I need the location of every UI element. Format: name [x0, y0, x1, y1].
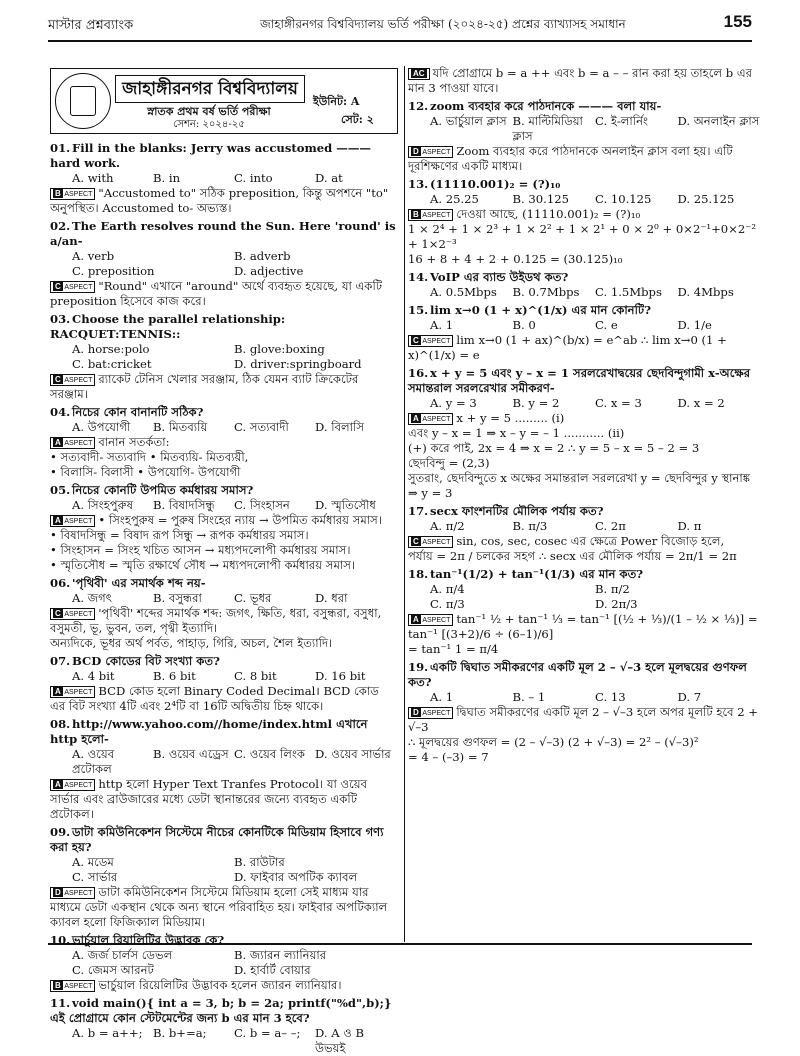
option-item: B. 0.7Mbps — [512, 285, 580, 299]
option-item: B. মিতব্যয়ি — [153, 420, 208, 434]
explanation-line: A ASPECT BCD কোড হলো Binary Coded Decimal। BCD কোড এর বিট সংখ্যা 4টি এবং 2⁴টি বা 16টি অদ্বিতীয় চিহ্ন থাকে। — [50, 684, 379, 713]
page-number: 155 — [723, 12, 752, 31]
option-item: C. জেমস আরনট — [72, 963, 154, 977]
explanation-line: • স্মৃতিসৌধ = স্মৃতি রক্ষার্থে সৌধ → মধ্যপদলোপী কর্মধারয় সমাস। — [50, 558, 356, 572]
option-item: A. π/4 — [430, 582, 465, 596]
option-item: D. at — [315, 171, 343, 185]
option-item: D. বিলাসি — [315, 420, 364, 434]
column-divider — [404, 66, 405, 942]
explanation-line: অন্যদিকে, ভূধর অর্থ পর্বত, পাহাড়, গিরি, অচল, শৈল ইত্যাদি। — [50, 636, 333, 650]
options — [50, 249, 396, 279]
explanation-line: B ASPECT ভার্চুয়াল রিয়েলিটির উদ্ভাবক হলেন জ্যারন ল্যানিয়ার। — [50, 978, 396, 993]
options — [408, 396, 760, 411]
university-logo — [55, 73, 111, 129]
option-item: C. সিংহাসন — [234, 498, 290, 512]
option-item: C. ভূধর — [234, 591, 272, 605]
question-number: 06. — [50, 576, 71, 590]
aspect-explanation-badge: A ASPECT — [50, 437, 95, 449]
option-item: A. 0.5Mbps — [430, 285, 497, 299]
options — [50, 342, 396, 372]
question-10: 10. ভার্চুয়াল রিয়ালিটির উদ্ভাবক কে? — [50, 933, 225, 947]
option-item: C. সত্যবাদী — [234, 420, 289, 434]
explanation-line: সুতরাং, ছেদবিন্দুতে x অক্ষের সমান্তরাল সরলরেখা y = ছেদবিন্দুর y স্থানাঙ্ক — [408, 471, 751, 485]
options — [50, 1026, 396, 1056]
options — [408, 582, 760, 612]
option-item: A. π/2 — [430, 519, 465, 533]
option-item: A. with — [72, 171, 114, 185]
options — [50, 171, 396, 186]
explanation-line: = tan⁻¹ 1 = π/4 — [408, 642, 499, 656]
explanation-line: 16 + 8 + 4 + 2 + 0.125 = (30.125)₁₀ — [408, 252, 623, 266]
option-item: B. ওয়েব এড্রেস — [153, 747, 229, 761]
university-box — [50, 68, 398, 134]
explanation-line: A ASPECT x + y = 5 ......... (i) — [408, 411, 760, 426]
header-rule — [48, 40, 752, 42]
question-8: 08. http://www.yahoo.com//home/index.html এখানে http হলো- — [50, 717, 368, 746]
option-item: B. π/3 — [512, 519, 548, 533]
option-item: D. ধরা — [315, 591, 348, 605]
option-item: B. – 1 — [512, 690, 546, 704]
explanation-line: ছেদবিন্দু = (2,3) — [408, 456, 490, 470]
option-item: C. 1.5Mbps — [595, 285, 662, 299]
book-title: মাস্টার প্রশ্নব্যাংক — [48, 18, 134, 33]
option-item: B. বসুন্ধরা — [153, 591, 202, 605]
option-item: C. সার্ভার — [72, 870, 118, 884]
aspect-badge: AC — [408, 68, 430, 80]
question-14: 14. VoIP এর ব্যান্ড উইডথ কত? — [408, 270, 569, 284]
options — [50, 855, 396, 885]
question-5: 05. নিচের কোনটি উপমিত কর্মধারয় সমাস? — [50, 483, 254, 497]
aspect-explanation-badge: C ASPECT — [50, 281, 95, 293]
question-number: 02. — [50, 219, 71, 233]
option-item: A. ওয়েব প্রটোকল — [72, 747, 115, 776]
option-item: A. b = a++; — [72, 1026, 143, 1040]
explanation-line: • সিংহাসন = সিংহ খচিত আসন → মধ্যপদলোপী কর্মধারয় সমাস। — [50, 543, 351, 557]
explanation-line: D ASPECT দ্বিঘাত সমীকরণের একটি মূল 2 – √–3 হলে অপর মূলটি হবে 2 + √–3 — [408, 705, 759, 734]
options — [408, 519, 760, 534]
option-item: A. সিংহপুরুষ — [72, 498, 133, 512]
option-item: B. 0 — [512, 318, 536, 332]
option-item: B. মাল্টিমিডিয়া ক্লাস — [512, 114, 583, 143]
option-item: A. উপযোগী — [72, 420, 131, 434]
explanation-line: B ASPECT "Accustomed to" সঠিক preposition, কিন্তু অপশনে "to" অনুপস্থিত। Accustomed to- অভ্যস্ত। — [50, 186, 389, 215]
option-item: D. A ও B উভয়ই — [315, 1026, 365, 1055]
option-item: C. bat:cricket — [72, 357, 152, 371]
option-item: A. y = 3 — [430, 396, 477, 410]
option-item: D. ওয়েব সার্ভার — [315, 747, 391, 761]
aspect-explanation-badge: C ASPECT — [50, 608, 95, 620]
option-item: A. 1 — [430, 690, 454, 704]
option-item: D. ফাইবার অপটিক ক্যাবল — [234, 870, 358, 884]
options — [408, 192, 760, 207]
explanation-line: A ASPECT • সিংহপুরুষ = পুরুষ সিংহের ন্যায় → উপমিত কর্মধারয় সমাস। — [50, 513, 396, 528]
session: সেশন: ২০২৪-২৫ — [173, 119, 245, 130]
explanation-line: A ASPECT http হলো Hyper Text Tranfes Protocol। যা ওয়েব সার্ভার এবং ব্রাউজারের মধ্যে ডেটা স্থানান্তরের জন্যে ব্যবহৃত একটি প্রটোকল। — [50, 777, 368, 821]
option-item: D. হার্বার্ট বোয়ার — [234, 963, 311, 977]
aspect-explanation-badge: C ASPECT — [50, 374, 95, 386]
option-item: B. y = 2 — [512, 396, 560, 410]
question-number: 10. — [50, 933, 71, 947]
option-item: A. 1 — [430, 318, 454, 332]
options — [50, 669, 396, 684]
option-item: C. preposition — [72, 264, 155, 278]
question-number: 16. — [408, 366, 429, 380]
option-item: D. 2π/3 — [595, 597, 638, 611]
right-column — [408, 66, 760, 765]
aspect-explanation-badge: B ASPECT — [50, 188, 95, 200]
question-4: 04. নিচের কোন বানানটি সঠিক? — [50, 405, 204, 419]
option-item: A. জর্জ চার্লস ডেভল — [72, 948, 173, 962]
options — [408, 285, 760, 300]
option-item: A. horse:polo — [72, 342, 150, 356]
explanation-line: = 4 – (–3) = 7 — [408, 750, 489, 764]
aspect-explanation-badge: B ASPECT — [408, 209, 453, 221]
question-7: 07. BCD কোডের বিট সংখ্যা কত? — [50, 654, 220, 668]
option-item: C. 2π — [595, 519, 626, 533]
aspect-explanation-badge: C ASPECT — [408, 335, 453, 347]
option-item: B. জ্যারন ল্যানিয়ার — [234, 948, 327, 962]
question-2: 02. The Earth resolves round the Sun. Here 'round' is a/an- — [50, 219, 396, 248]
explanation-line: • সত্যবাদী- সত্যবাদি • মিতব্যয়ি- মিতব্যয়ী, — [50, 450, 249, 464]
explanation-line: • বিষাদসিন্ধু = বিষাদ রূপ সিন্ধু → রূপক কর্মধারয় সমাস। — [50, 528, 309, 542]
option-item: B. রাউটার — [234, 855, 285, 869]
question-number: 01. — [50, 141, 71, 155]
aspect-explanation-badge: D ASPECT — [50, 887, 95, 899]
aspect-explanation-badge: A ASPECT — [50, 779, 95, 791]
explanation-line: C ASPECT lim x→0 (1 + ax)^(b/x) = e^ab ∴ lim x→0 (1 + x)^(1/x) = e — [408, 333, 727, 362]
option-item: C. π/3 — [430, 597, 465, 611]
option-item: D. π — [677, 519, 702, 533]
explanation-line: B ASPECT দেওয়া আছে, (11110.001)₂ = (?)₁₀ — [408, 207, 760, 222]
option-item: C. b = a– –; — [234, 1026, 301, 1040]
option-item: D. 16 bit — [315, 669, 366, 683]
options — [50, 498, 396, 513]
option-item: D. adjective — [234, 264, 304, 278]
q11-explanation-cont: AC যদি প্রোগ্রামে b = a ++ এবং b = a – – রান করা হয় তাহলে b এর মান 3 পাওয়া যাবে। — [408, 66, 753, 95]
option-item: A. 4 bit — [72, 669, 115, 683]
question-9: 09. ডাটা কমিউনিকেশন সিস্টেমে নীচের কোনটিকে মিডিয়াম হিসাবে গণ্য করা হয়? — [50, 825, 384, 854]
explanation-line: C ASPECT sin, cos, sec, cosec এর ক্ষেত্রে Power বিজোড় হলে, — [408, 534, 760, 549]
left-column — [50, 138, 396, 1056]
option-item: B. π/2 — [595, 582, 630, 596]
question-number: 11. — [50, 996, 71, 1010]
exam-title: স্নাতক প্রথম বর্ষ ভর্তি পরীক্ষা — [147, 105, 271, 118]
aspect-explanation-badge: C ASPECT — [408, 536, 453, 548]
option-item: D. driver:springboard — [234, 357, 362, 371]
question-number: 13. — [408, 177, 429, 191]
question-number: 08. — [50, 717, 71, 731]
question-number: 15. — [408, 303, 429, 317]
question-3: 03. Choose the parallel relationship: RACQUET:TENNIS:: — [50, 312, 286, 341]
option-item: B. বিষাদসিন্ধু — [153, 498, 215, 512]
explanation-line: • বিলাসি- বিলাসী • উপযোগি- উপযোগী — [50, 465, 241, 479]
option-item: A. ভার্চুয়াল ক্লাস — [430, 114, 507, 128]
set-label: সেট: ২ — [341, 113, 374, 126]
option-item: A. মডেম — [72, 855, 114, 869]
question-number: 12. — [408, 99, 429, 113]
question-number: 18. — [408, 567, 429, 581]
option-item: C. e — [595, 318, 618, 332]
explanation-line: এবং y – x = 1 ⇒ x – y = – 1 ........... (ii) — [408, 426, 625, 440]
option-item: C. x = 3 — [595, 396, 642, 410]
aspect-explanation-badge: A ASPECT — [50, 515, 95, 527]
option-item: D. 25.125 — [677, 192, 735, 206]
option-item: D. 1/e — [677, 318, 712, 332]
question-number: 04. — [50, 405, 71, 419]
option-item: B. in — [153, 171, 181, 185]
question-12: 12. zoom ব্যবহার করে পাঠদানকে ——— বলা যায়- — [408, 99, 662, 113]
question-11: 11. void main(){ int a = 3, b; b = 2a; printf("%d",b);} এই প্রোগ্রামে কোন স্টেটমেন্টের জন্য b এর মান 3 হবে? — [50, 996, 392, 1025]
question-number: 17. — [408, 504, 429, 518]
options — [50, 420, 396, 435]
option-item: A. জগৎ — [72, 591, 112, 605]
options — [408, 114, 760, 144]
question-number: 05. — [50, 483, 71, 497]
question-1: 01. Fill in the blanks: Jerry was accustomed ——— hard work. — [50, 141, 372, 170]
explanation-line: C ASPECT 'পৃথিবী' শব্দের সমার্থক শব্দ: জগৎ, ক্ষিতি, ধরা, বসুন্ধরা, বসুধা, বসুমতী, ভূ, ভুবন, তল, পৃথ্বী ইত্যাদি। — [50, 606, 382, 635]
explanation-line: ∴ মূলদ্বয়ের গুণফল = (2 – √–3) (2 + √–3) = 2² – (√–3)² — [408, 735, 699, 749]
explanation-line: A ASPECT tan⁻¹ ½ + tan⁻¹ ⅓ = tan⁻¹ [(½ + ⅓)/(1 – ½ × ⅓)] = tan⁻¹ [(3+2)/6 ÷ (6–1)/6] — [408, 612, 758, 641]
question-16: 16. x + y = 5 এবং y – x = 1 সরলরেখাদ্বয়ের ছেদবিন্দুগামী x-অক্ষের সমান্তরাল সরলরেখার সমীকরণ- — [408, 366, 751, 395]
question-number: 07. — [50, 654, 71, 668]
question-number: 19. — [408, 660, 429, 674]
question-19: 19. একটি দ্বিঘাত সমীকরণের একটি মূল 2 – √–3 হলে মূলদ্বয়ের গুণফল কত? — [408, 660, 747, 689]
option-item: C. ওয়েব লিংক — [234, 747, 306, 761]
aspect-explanation-badge: B ASPECT — [50, 980, 95, 992]
question-number: 14. — [408, 270, 429, 284]
question-15: 15. lim x→0 (1 + x)^(1/x) এর মান কোনটি? — [408, 303, 652, 317]
option-item: A. verb — [72, 249, 115, 263]
question-13: 13. (11110.001)₂ = (?)₁₀ — [408, 177, 561, 191]
option-item: D. 7 — [677, 690, 702, 704]
options — [408, 318, 760, 333]
option-item: C. 8 bit — [234, 669, 277, 683]
options — [50, 591, 396, 606]
option-item: B. 30.125 — [512, 192, 569, 206]
aspect-explanation-badge: D ASPECT — [408, 707, 453, 719]
explanation-line: D ASPECT ডাটা কমিউনিকেশন সিস্টেমে মিডিয়াম হলো সেই মাধ্যম যার মাধ্যমে ডেটা একস্থান থেকে অন্য স্থানে পরিবাহিত হয়। ফাইবার অপটিক্যাল ক্যাবল হলো ফিজিক্যাল মিডিয়াম। — [50, 885, 388, 929]
explanation-line: D ASPECT Zoom ব্যবহার করে পাঠদানকে অনলাইন ক্লাস বলা হয়। এটি দূরশিক্ষণের একটি মাধ্যম। — [408, 144, 733, 173]
explanation-line: C ASPECT র‍্যাকেট টেনিস খেলার সরঞ্জাম, ঠিক যেমন ব্যাট ক্রিকেটের সরঞ্জাম। — [50, 372, 359, 401]
option-item: B. 6 bit — [153, 669, 196, 683]
option-item: C. 13 — [595, 690, 626, 704]
option-item: A. 25.25 — [430, 192, 479, 206]
question-6: 06. 'পৃথিবী' এর সমার্থক শব্দ নয়- — [50, 576, 206, 590]
chapter-title: জাহাঙ্গীরনগর বিশ্ববিদ্যালয় ভর্তি পরীক্ষা (২০২৪-২৫) প্রশ্নের ব্যাখ্যাসহ সমাধান — [260, 17, 626, 31]
aspect-explanation-badge: A ASPECT — [50, 686, 95, 698]
aspect-explanation-badge: A ASPECT — [408, 614, 453, 626]
option-item: C. into — [234, 171, 273, 185]
option-item: B. glove:boxing — [234, 342, 325, 356]
aspect-explanation-badge: A ASPECT — [408, 413, 453, 425]
question-17: 17. secx ফাংশনটির মৌলিক পর্যায় কত? — [408, 504, 604, 518]
explanation-line: পর্যায় = 2π / চলকের সহগ ∴ secx এর মৌলিক পর্যায় = 2π/1 = 2π — [408, 549, 737, 563]
option-item: D. স্মৃতিসৌধ — [315, 498, 376, 512]
options — [408, 690, 760, 705]
aspect-explanation-badge: D ASPECT — [408, 146, 453, 158]
question-number: 09. — [50, 825, 71, 839]
option-item: C. 10.125 — [595, 192, 652, 206]
explanation-line: A ASPECT বানান সতর্কতা: — [50, 435, 396, 450]
option-item: D. x = 2 — [677, 396, 725, 410]
question-18: 18. tan⁻¹(1/2) + tan⁻¹(1/3) এর মান কত? — [408, 567, 644, 581]
option-item: B. adverb — [234, 249, 291, 263]
explanation-line: 1 × 2⁴ + 1 × 2³ + 1 × 2² + 1 × 2¹ + 0 × 2⁰ + 0×2⁻¹+0×2⁻² + 1×2⁻³ — [408, 222, 757, 251]
page-header — [48, 10, 752, 40]
options — [50, 747, 396, 777]
question-number: 03. — [50, 312, 71, 326]
university-name: জাহাঙ্গীরনগর বিশ্ববিদ্যালয় — [115, 75, 305, 103]
explanation-line: ⇒ y = 3 — [408, 486, 453, 500]
option-item: D. 4Mbps — [677, 285, 734, 299]
explanation-line: (+) করে পাই, 2x = 4 ⇒ x = 2 ∴ y = 5 – x = 5 – 2 = 3 — [408, 441, 700, 455]
option-item: C. ই-লার্নিং — [595, 114, 649, 128]
unit-label: ইউনিট: A — [313, 95, 360, 108]
option-item: D. অনলাইন ক্লাস — [677, 114, 760, 128]
explanation-line: C ASPECT "Round" এখানে "around" অর্থে ব্যবহৃত হয়েছে, যা একটি preposition হিসেবে কাজ করে। — [50, 279, 383, 308]
option-item: B. b+=a; — [153, 1026, 207, 1040]
options — [50, 948, 396, 978]
